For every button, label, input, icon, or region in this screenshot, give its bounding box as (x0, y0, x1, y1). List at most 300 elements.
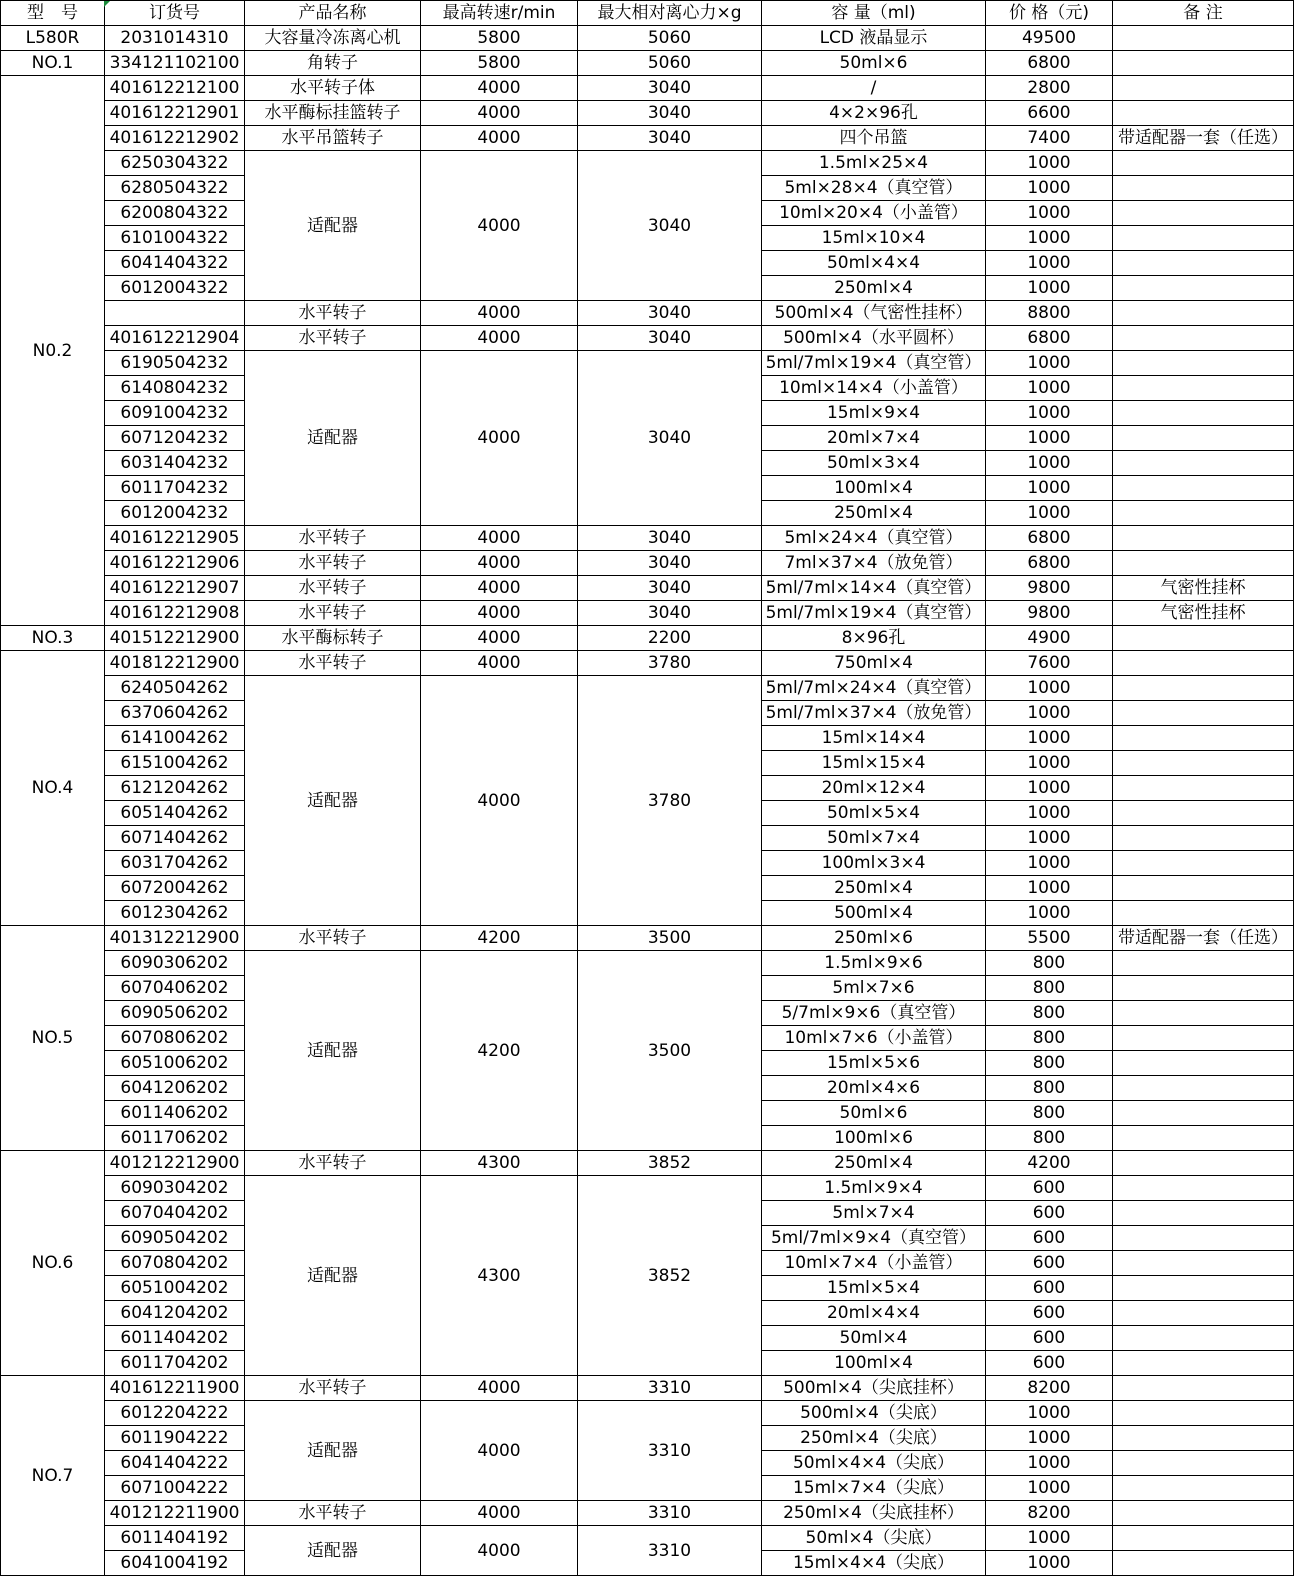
note-cell (1113, 901, 1294, 926)
capacity-cell: 250ml×4（尖底挂杯） (762, 1501, 986, 1526)
order-number-cell: 6070804202 (105, 1251, 245, 1276)
capacity-cell: 250ml×4（尖底） (762, 1426, 986, 1451)
note-cell (1113, 776, 1294, 801)
product-name-cell: 水平转子体 (245, 76, 421, 101)
note-cell (1113, 1276, 1294, 1301)
note-cell (1113, 1101, 1294, 1126)
max-rcf-cell: 3852 (578, 1176, 762, 1376)
order-number-cell: 6012304262 (105, 901, 245, 926)
order-number-cell: 401612212906 (105, 551, 245, 576)
note-cell (1113, 476, 1294, 501)
price-cell: 1000 (986, 176, 1113, 201)
max-rcf-cell: 3500 (578, 926, 762, 951)
max-rcf-cell: 3500 (578, 951, 762, 1151)
capacity-cell: 50ml×3×4 (762, 451, 986, 476)
price-cell: 1000 (986, 476, 1113, 501)
price-cell: 1000 (986, 876, 1113, 901)
order-number-cell: 401612212904 (105, 326, 245, 351)
note-cell (1113, 1476, 1294, 1501)
max-rcf-cell: 3040 (578, 326, 762, 351)
capacity-cell: 5ml/7ml×19×4（真空管） (762, 351, 986, 376)
capacity-cell: 4×2×96孔 (762, 101, 986, 126)
product-name-cell: 水平吊篮转子 (245, 126, 421, 151)
price-cell: 5500 (986, 926, 1113, 951)
model-cell: NO.7 (1, 1376, 105, 1576)
capacity-cell: 250ml×4 (762, 276, 986, 301)
table-row (1, 651, 1294, 676)
price-cell: 8800 (986, 301, 1113, 326)
order-number-cell: 401612212100 (105, 76, 245, 101)
order-number-cell: 6190504232 (105, 351, 245, 376)
order-number-cell: 6250304322 (105, 151, 245, 176)
note-cell (1113, 826, 1294, 851)
capacity-cell: / (762, 76, 986, 101)
max-speed-cell: 4000 (421, 601, 578, 626)
table-row (1, 101, 1294, 126)
table-row (1, 551, 1294, 576)
note-cell: 带适配器一套（任选） (1113, 926, 1294, 951)
model-cell: L580R (1, 26, 105, 51)
capacity-cell: 20ml×7×4 (762, 426, 986, 451)
table-row (1, 1376, 1294, 1401)
order-number-cell: 6280504322 (105, 176, 245, 201)
product-name-cell: 适配器 (245, 351, 421, 526)
max-rcf-cell: 3040 (578, 101, 762, 126)
note-cell (1113, 151, 1294, 176)
capacity-cell: 15ml×10×4 (762, 226, 986, 251)
note-cell (1113, 1151, 1294, 1176)
product-name-cell: 水平转子 (245, 651, 421, 676)
price-cell: 1000 (986, 901, 1113, 926)
capacity-cell: 5ml×7×4 (762, 1201, 986, 1226)
order-number-cell: 2031014310 (105, 26, 245, 51)
note-cell (1113, 426, 1294, 451)
note-cell (1113, 1026, 1294, 1051)
note-cell (1113, 226, 1294, 251)
capacity-cell: 15ml×4×4（尖底） (762, 1551, 986, 1576)
note-cell (1113, 801, 1294, 826)
model-cell: NO.1 (1, 51, 105, 76)
capacity-cell: 5ml×28×4（真空管） (762, 176, 986, 201)
max-speed-cell: 4000 (421, 101, 578, 126)
price-cell: 800 (986, 1026, 1113, 1051)
price-cell: 1000 (986, 701, 1113, 726)
note-cell (1113, 1351, 1294, 1376)
order-number-cell: 6121204262 (105, 776, 245, 801)
table-row (1, 601, 1294, 626)
note-cell (1113, 526, 1294, 551)
note-cell (1113, 1251, 1294, 1276)
price-cell: 1000 (986, 1451, 1113, 1476)
order-number-cell: 6012004322 (105, 276, 245, 301)
capacity-cell: 7ml×37×4（放免管） (762, 551, 986, 576)
product-name-cell: 水平转子 (245, 576, 421, 601)
order-number-cell: 401512212900 (105, 626, 245, 651)
price-cell: 6800 (986, 526, 1113, 551)
note-cell (1113, 1126, 1294, 1151)
price-cell: 1000 (986, 376, 1113, 401)
table-row (1, 351, 1294, 376)
order-number-cell: 6011404192 (105, 1526, 245, 1551)
table-row (1, 1151, 1294, 1176)
max-speed-cell: 4000 (421, 1401, 578, 1501)
price-cell: 7600 (986, 651, 1113, 676)
price-cell: 600 (986, 1201, 1113, 1226)
table-row (1, 151, 1294, 176)
price-cell: 1000 (986, 276, 1113, 301)
capacity-cell: 1.5ml×25×4 (762, 151, 986, 176)
capacity-cell: 10ml×20×4（小盖管） (762, 201, 986, 226)
table-row (1, 1526, 1294, 1551)
header-row (1, 1, 1294, 26)
note-cell (1113, 1451, 1294, 1476)
table-row (1, 951, 1294, 976)
order-number-cell: 401612212901 (105, 101, 245, 126)
capacity-cell: 250ml×4 (762, 501, 986, 526)
order-number-cell: 6011904222 (105, 1426, 245, 1451)
capacity-cell: 20ml×4×4 (762, 1301, 986, 1326)
capacity-cell: LCD 液晶显示 (762, 26, 986, 51)
note-cell (1113, 501, 1294, 526)
table-row (1, 626, 1294, 651)
price-cell: 600 (986, 1276, 1113, 1301)
max-speed-cell: 4000 (421, 676, 578, 926)
table-row (1, 326, 1294, 351)
capacity-cell: 5ml/7ml×37×4（放免管） (762, 701, 986, 726)
price-cell: 1000 (986, 751, 1113, 776)
max-rcf-cell: 3780 (578, 676, 762, 926)
table-row (1, 526, 1294, 551)
max-rcf-cell: 3310 (578, 1526, 762, 1576)
order-number-cell: 401612212902 (105, 126, 245, 151)
capacity-cell: 10ml×14×4（小盖管） (762, 376, 986, 401)
price-cell: 1000 (986, 801, 1113, 826)
price-cell: 4200 (986, 1151, 1113, 1176)
note-cell (1113, 451, 1294, 476)
order-number-cell: 6031404232 (105, 451, 245, 476)
order-number-cell: 6071204232 (105, 426, 245, 451)
model-cell: NO.3 (1, 626, 105, 651)
note-cell (1113, 76, 1294, 101)
max-speed-cell: 4000 (421, 526, 578, 551)
max-rcf-cell: 3040 (578, 551, 762, 576)
product-name-cell: 适配器 (245, 951, 421, 1151)
note-cell (1113, 176, 1294, 201)
note-cell (1113, 301, 1294, 326)
max-speed-cell: 4000 (421, 76, 578, 101)
order-number-cell: 401212212900 (105, 1151, 245, 1176)
note-cell (1113, 1401, 1294, 1426)
max-speed-cell: 4000 (421, 351, 578, 526)
product-name-cell: 角转子 (245, 51, 421, 76)
note-cell (1113, 351, 1294, 376)
order-number-cell: 6011404202 (105, 1326, 245, 1351)
price-cell: 9800 (986, 601, 1113, 626)
capacity-cell: 50ml×4×4 (762, 251, 986, 276)
table-row (1, 301, 1294, 326)
header-max-speed: 最高转速r/min (421, 1, 578, 26)
header-price: 价 格（元) (986, 1, 1113, 26)
capacity-cell: 100ml×4 (762, 1351, 986, 1376)
note-cell (1113, 326, 1294, 351)
table-row (1, 1176, 1294, 1201)
table-row (1, 576, 1294, 601)
max-speed-cell: 4300 (421, 1151, 578, 1176)
capacity-cell: 50ml×4×4（尖底） (762, 1451, 986, 1476)
order-number-cell: 6090506202 (105, 1001, 245, 1026)
note-cell (1113, 51, 1294, 76)
capacity-cell: 250ml×6 (762, 926, 986, 951)
header-note: 备 注 (1113, 1, 1294, 26)
max-rcf-cell: 3040 (578, 151, 762, 301)
note-cell (1113, 551, 1294, 576)
order-number-cell: 6101004322 (105, 226, 245, 251)
price-cell: 800 (986, 1076, 1113, 1101)
note-cell (1113, 376, 1294, 401)
capacity-cell: 500ml×4（尖底挂杯） (762, 1376, 986, 1401)
note-cell (1113, 726, 1294, 751)
order-number-cell: 6151004262 (105, 751, 245, 776)
order-number-cell: 6051404262 (105, 801, 245, 826)
product-name-cell: 水平转子 (245, 1151, 421, 1176)
max-speed-cell: 4000 (421, 1526, 578, 1576)
capacity-cell: 1.5ml×9×6 (762, 951, 986, 976)
price-cell: 2800 (986, 76, 1113, 101)
max-speed-cell: 5800 (421, 51, 578, 76)
price-cell: 600 (986, 1176, 1113, 1201)
order-number-cell: 6011704232 (105, 476, 245, 501)
table-row (1, 126, 1294, 151)
price-cell: 800 (986, 1001, 1113, 1026)
note-cell: 气密性挂杯 (1113, 601, 1294, 626)
table-row (1, 76, 1294, 101)
max-speed-cell: 4300 (421, 1176, 578, 1376)
order-number-cell: 6070806202 (105, 1026, 245, 1051)
price-cell: 1000 (986, 351, 1113, 376)
price-cell: 9800 (986, 576, 1113, 601)
note-cell (1113, 1176, 1294, 1201)
model-cell: NO.6 (1, 1151, 105, 1376)
order-number-cell: 401612212905 (105, 526, 245, 551)
capacity-cell: 15ml×5×6 (762, 1051, 986, 1076)
capacity-cell: 500ml×4（气密性挂杯） (762, 301, 986, 326)
product-name-cell: 适配器 (245, 1401, 421, 1501)
max-speed-cell: 4000 (421, 151, 578, 301)
note-cell (1113, 1051, 1294, 1076)
table-row (1, 676, 1294, 701)
table-row (1, 1401, 1294, 1426)
order-number-cell: 6012004232 (105, 501, 245, 526)
max-rcf-cell: 3040 (578, 526, 762, 551)
capacity-cell: 1.5ml×9×4 (762, 1176, 986, 1201)
price-cell: 4900 (986, 626, 1113, 651)
capacity-cell: 四个吊篮 (762, 126, 986, 151)
note-cell (1113, 751, 1294, 776)
note-cell (1113, 1426, 1294, 1451)
order-number-cell: 6200804322 (105, 201, 245, 226)
max-rcf-cell: 3040 (578, 601, 762, 626)
note-cell (1113, 701, 1294, 726)
price-cell: 6800 (986, 551, 1113, 576)
capacity-cell: 750ml×4 (762, 651, 986, 676)
price-cell: 800 (986, 976, 1113, 1001)
order-number-cell: 401612212907 (105, 576, 245, 601)
capacity-cell: 50ml×6 (762, 1101, 986, 1126)
capacity-cell: 100ml×3×4 (762, 851, 986, 876)
price-cell: 1000 (986, 776, 1113, 801)
capacity-cell: 10ml×7×6（小盖管） (762, 1026, 986, 1051)
capacity-cell: 50ml×5×4 (762, 801, 986, 826)
max-rcf-cell: 3040 (578, 126, 762, 151)
price-cell: 6600 (986, 101, 1113, 126)
price-cell: 1000 (986, 1426, 1113, 1451)
price-cell: 7400 (986, 126, 1113, 151)
header-model: 型 号 (1, 1, 105, 26)
order-number-cell: 6051006202 (105, 1051, 245, 1076)
cell-comment-marker (104, 1, 110, 7)
price-cell: 1000 (986, 726, 1113, 751)
note-cell (1113, 1301, 1294, 1326)
order-number-cell: 6071004222 (105, 1476, 245, 1501)
max-speed-cell: 4000 (421, 126, 578, 151)
header-capacity: 容 量（ml) (762, 1, 986, 26)
capacity-cell: 250ml×4 (762, 1151, 986, 1176)
product-name-cell: 水平酶标转子 (245, 626, 421, 651)
table-row (1, 926, 1294, 951)
note-cell: 带适配器一套（任选） (1113, 126, 1294, 151)
order-number-cell: 6370604262 (105, 701, 245, 726)
order-number-cell: 6041404222 (105, 1451, 245, 1476)
product-name-cell: 水平转子 (245, 926, 421, 951)
capacity-cell: 500ml×4（水平圆杯） (762, 326, 986, 351)
max-speed-cell: 4000 (421, 326, 578, 351)
product-name-cell: 水平转子 (245, 551, 421, 576)
note-cell (1113, 401, 1294, 426)
order-number-cell: 401312212900 (105, 926, 245, 951)
order-number-cell: 6071404262 (105, 826, 245, 851)
max-rcf-cell: 2200 (578, 626, 762, 651)
note-cell (1113, 1226, 1294, 1251)
note-cell (1113, 26, 1294, 51)
order-number-cell: 6041004192 (105, 1551, 245, 1576)
price-cell: 1000 (986, 1551, 1113, 1576)
note-cell (1113, 251, 1294, 276)
max-rcf-cell: 3310 (578, 1401, 762, 1501)
price-cell: 600 (986, 1351, 1113, 1376)
price-cell: 600 (986, 1301, 1113, 1326)
order-number-cell: 6091004232 (105, 401, 245, 426)
note-cell (1113, 1001, 1294, 1026)
price-cell: 6800 (986, 326, 1113, 351)
price-cell: 600 (986, 1326, 1113, 1351)
product-name-cell: 适配器 (245, 1526, 421, 1576)
header-max-rcf: 最大相对离心力×g (578, 1, 762, 26)
order-number-cell: 6070406202 (105, 976, 245, 1001)
note-cell (1113, 1076, 1294, 1101)
order-number-cell: 6041206202 (105, 1076, 245, 1101)
note-cell (1113, 851, 1294, 876)
product-name-cell: 适配器 (245, 676, 421, 926)
product-name-cell: 大容量冷冻离心机 (245, 26, 421, 51)
table-row (1, 1501, 1294, 1526)
note-cell (1113, 676, 1294, 701)
capacity-cell: 100ml×4 (762, 476, 986, 501)
order-number-cell: 6012204222 (105, 1401, 245, 1426)
header-order-number: 订货号 (105, 1, 245, 26)
max-rcf-cell: 3852 (578, 1151, 762, 1176)
note-cell (1113, 1326, 1294, 1351)
max-rcf-cell: 3040 (578, 576, 762, 601)
price-cell: 1000 (986, 851, 1113, 876)
note-cell (1113, 876, 1294, 901)
note-cell (1113, 1526, 1294, 1551)
order-number-cell: 401612211900 (105, 1376, 245, 1401)
note-cell (1113, 1376, 1294, 1401)
price-cell: 600 (986, 1251, 1113, 1276)
price-cell: 1000 (986, 451, 1113, 476)
price-cell: 1000 (986, 226, 1113, 251)
order-number-cell: 6090504202 (105, 1226, 245, 1251)
capacity-cell: 15ml×9×4 (762, 401, 986, 426)
product-name-cell: 适配器 (245, 151, 421, 301)
max-speed-cell: 4000 (421, 651, 578, 676)
model-cell: NO.5 (1, 926, 105, 1151)
capacity-cell: 10ml×7×4（小盖管） (762, 1251, 986, 1276)
price-cell: 6800 (986, 51, 1113, 76)
price-cell: 800 (986, 951, 1113, 976)
product-name-cell: 适配器 (245, 1176, 421, 1376)
order-number-cell: 401612212908 (105, 601, 245, 626)
price-cell: 800 (986, 1101, 1113, 1126)
order-number-cell: 6072004262 (105, 876, 245, 901)
max-rcf-cell: 3310 (578, 1501, 762, 1526)
note-cell (1113, 101, 1294, 126)
price-cell: 1000 (986, 151, 1113, 176)
max-rcf-cell: 5060 (578, 26, 762, 51)
model-cell: NO.4 (1, 651, 105, 926)
capacity-cell: 15ml×7×4（尖底） (762, 1476, 986, 1501)
max-speed-cell: 4000 (421, 1376, 578, 1401)
price-cell: 1000 (986, 1401, 1113, 1426)
note-cell (1113, 626, 1294, 651)
capacity-cell: 250ml×4 (762, 876, 986, 901)
capacity-cell: 15ml×5×4 (762, 1276, 986, 1301)
order-number-cell: 6070404202 (105, 1201, 245, 1226)
order-number-cell: 6041204202 (105, 1301, 245, 1326)
price-cell: 800 (986, 1051, 1113, 1076)
order-number-cell: 6011706202 (105, 1126, 245, 1151)
max-rcf-cell: 3040 (578, 351, 762, 526)
max-speed-cell: 5800 (421, 26, 578, 51)
note-cell (1113, 201, 1294, 226)
table-row (1, 26, 1294, 51)
price-cell: 1000 (986, 1476, 1113, 1501)
price-cell: 1000 (986, 826, 1113, 851)
max-speed-cell: 4000 (421, 1501, 578, 1526)
capacity-cell: 100ml×6 (762, 1126, 986, 1151)
price-cell: 1000 (986, 1526, 1113, 1551)
price-cell: 1000 (986, 201, 1113, 226)
max-speed-cell: 4000 (421, 576, 578, 601)
product-name-cell: 水平转子 (245, 601, 421, 626)
order-number-cell: 334121102100 (105, 51, 245, 76)
note-cell (1113, 1201, 1294, 1226)
max-rcf-cell: 3780 (578, 651, 762, 676)
capacity-cell: 500ml×4 (762, 901, 986, 926)
order-number-cell: 6031704262 (105, 851, 245, 876)
max-rcf-cell: 3040 (578, 301, 762, 326)
capacity-cell: 5ml×24×4（真空管） (762, 526, 986, 551)
